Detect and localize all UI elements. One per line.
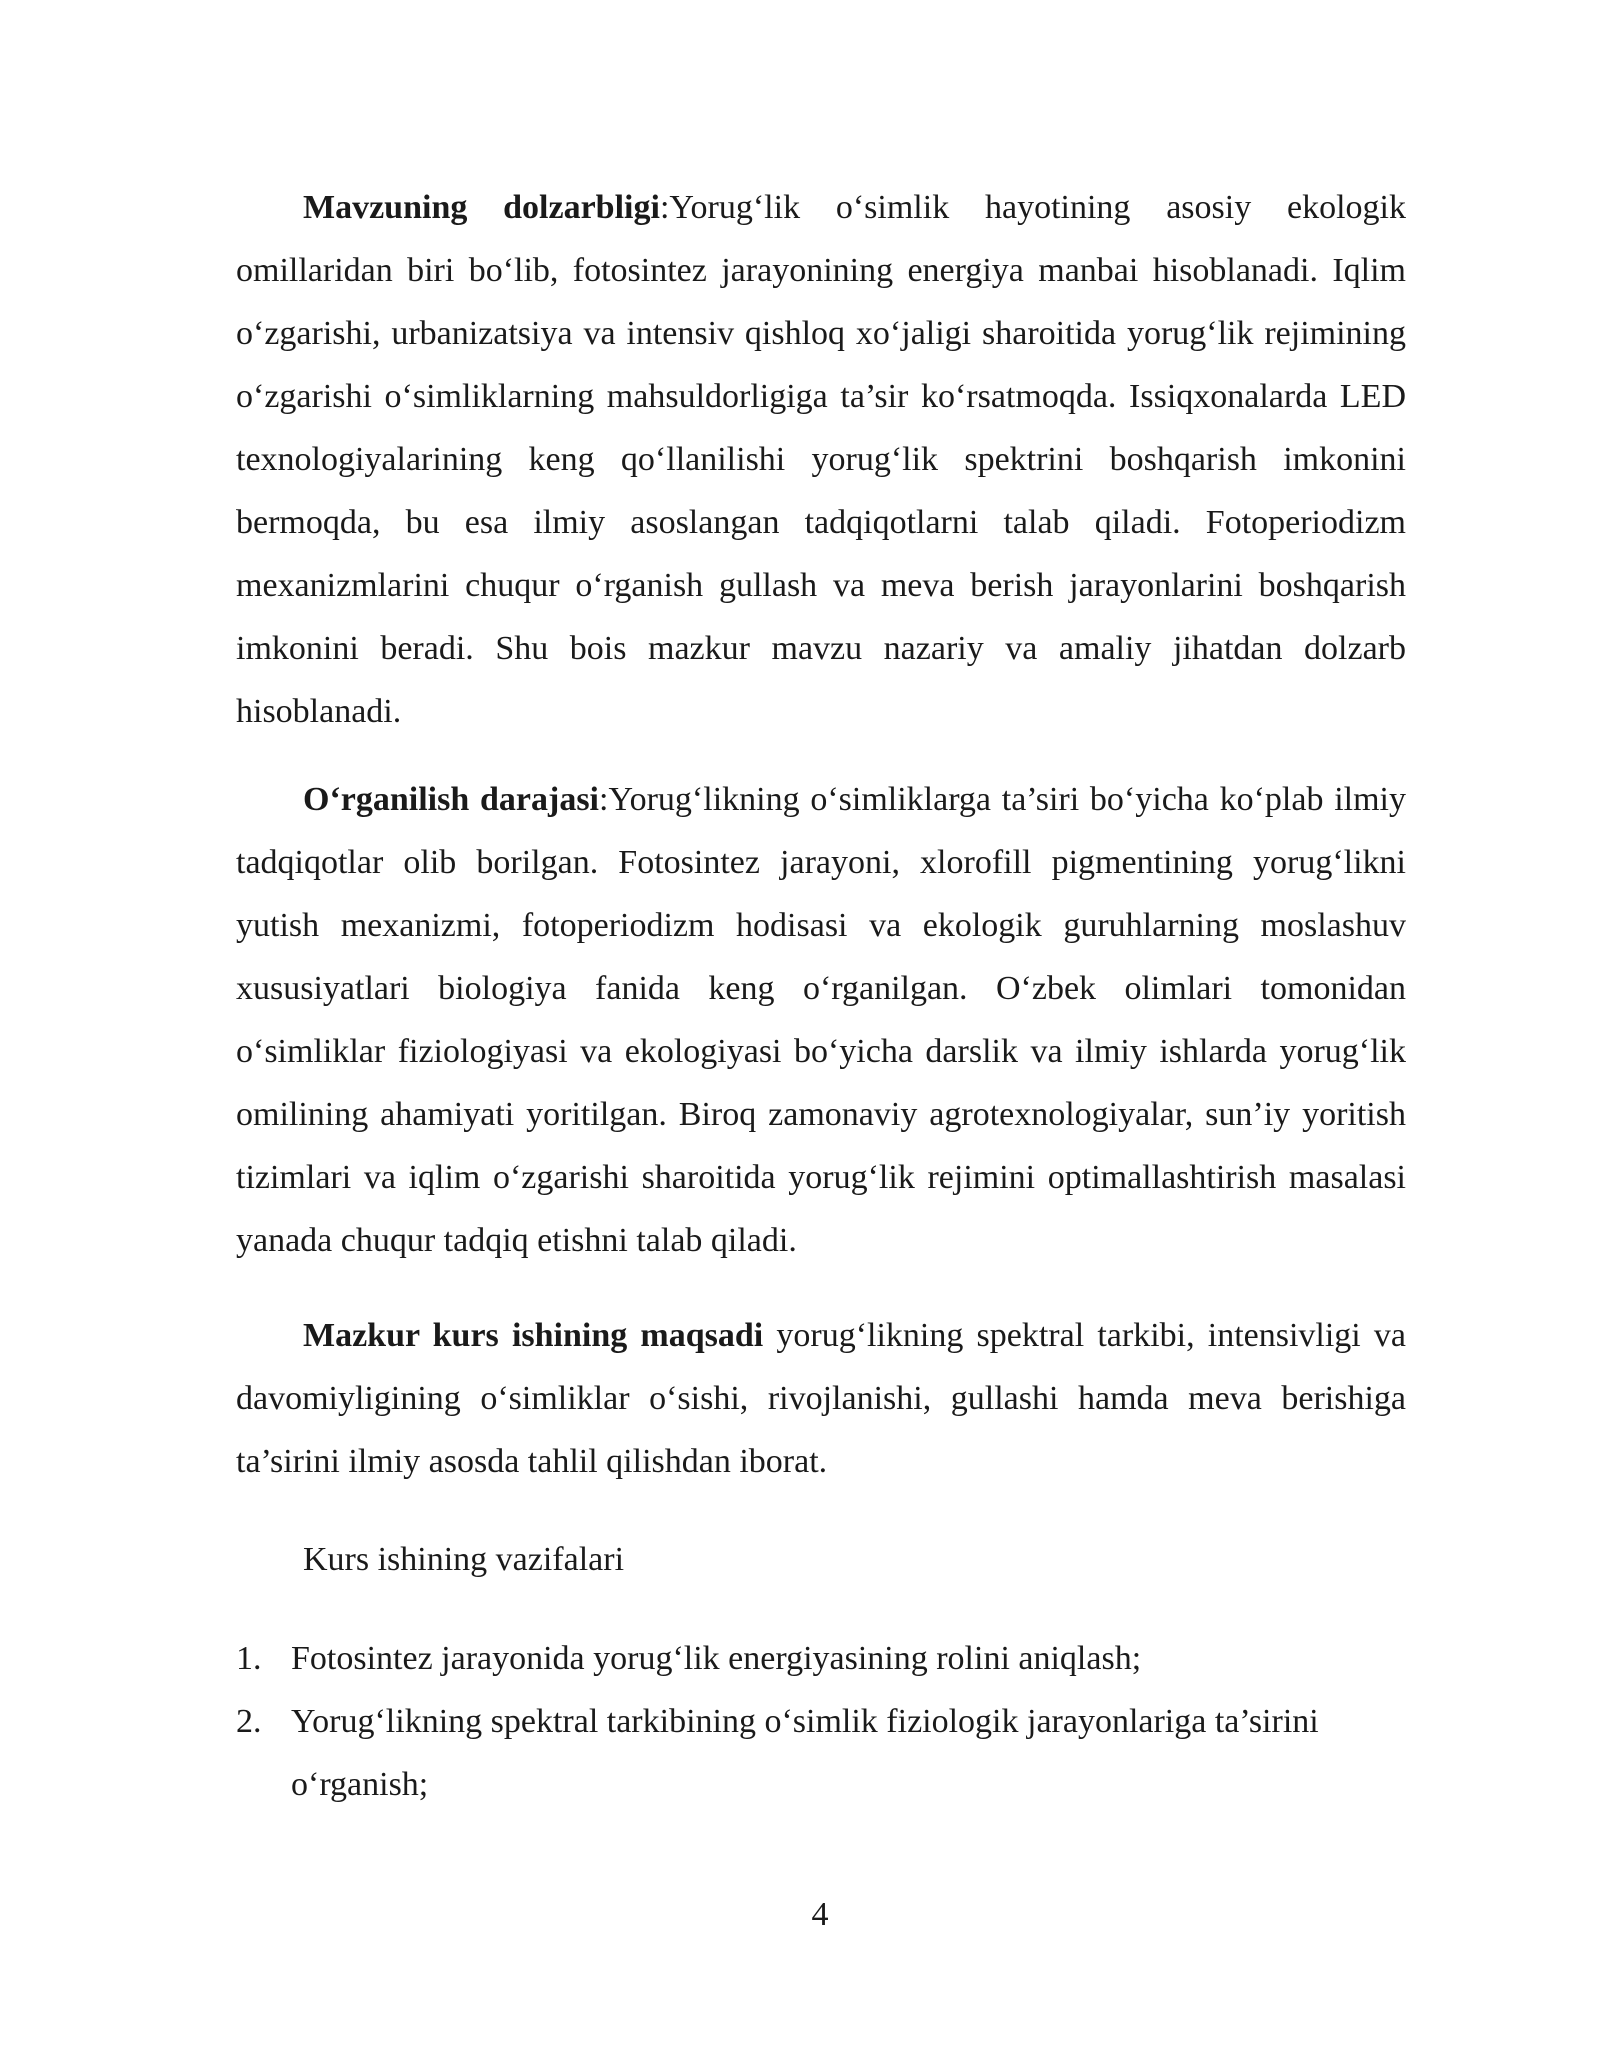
page-number: 4 — [811, 1896, 829, 1933]
page-content — [236, 176, 1406, 1816]
list-item-text: Yorug‘likning spektral tarkibining o‘simlik fiziologik jarayonlariga ta’sirini o‘rganish; — [291, 1703, 1319, 1803]
paragraph-lead: Mazkur kurs ishining maqsadi — [303, 1317, 764, 1354]
task-list — [236, 1627, 1406, 1816]
paragraph-text: :Yorug‘lik o‘simlik hayotining asosiy ekologik omillaridan biri bo‘lib, fotosintez jarayonining energiya manbai hisoblanadi. Iqlim o‘zgarishi, urbanizatsiya va intensiv qishloq xo‘jaligi sharoitida yorug‘lik rejimining o‘zgarishi o‘simliklarning mahsuldorligiga ta’sir ko‘rsatmoqda. Issiqxonalarda LED texnologiyalarining keng qo‘llanilishi yorug‘lik spektrini boshqarish imkonini bermoqda, bu esa ilmiy asoslangan tadqiqotlarni talab qiladi. Fotoperiodizm mexanizmlarini chuqur o‘rganish gullash va meva berish jarayonlarini boshqarish imkonini beradi. Shu bois mazkur mavzu nazariy va amaliy jihatdan dolzarb hisoblanadi. — [236, 189, 1406, 730]
list-item-number: 1. — [236, 1640, 262, 1677]
list-item — [236, 1627, 1406, 1690]
list-item-number: 2. — [236, 1703, 262, 1740]
list-item — [236, 1690, 1406, 1816]
paragraph-goal — [236, 1304, 1406, 1493]
tasks-heading: Kurs ishining vazifalari — [303, 1541, 625, 1578]
paragraph-lead: O‘rganilish darajasi — [303, 781, 599, 818]
paragraph-lead: Mavzuning dolzarbligi — [303, 189, 660, 226]
paragraph-text: :Yorug‘likning o‘simliklarga ta’siri bo‘yicha ko‘plab ilmiy tadqiqotlar olib borilgan. Fotosintez jarayoni, xlorofill pigmentining yorug‘likni yutish mexanizmi, fotoperiodizm hodisasi va ekologik guruhlarning moslashuv xususiyatlari biologiya fanida keng o‘rganilgan. O‘zbek olimlari tomonidan o‘simliklar fiziologiyasi va ekologiyasi bo‘yicha darslik va ilmiy ishlarda yorug‘lik omilining ahamiyati yoritilgan. Biroq zamonaviy agrotexnologiyalar, sun’iy yoritish tizimlari va iqlim o‘zgarishi sharoitida yorug‘lik rejimini optimallashtirish masalasi yanada chuqur tadqiq etishni talab qiladi. — [236, 781, 1407, 1259]
paragraph-study-level — [236, 768, 1406, 1272]
list-item-text: Fotosintez jarayonida yorug‘lik energiyasining rolini aniqlash; — [291, 1640, 1142, 1677]
paragraph-relevance — [236, 176, 1406, 743]
paragraph-text: yorug‘likning spektral tarkibi, intensivligi va davomiyligining o‘simliklar o‘sishi, rivojlanishi, gullashi hamda meva berishiga ta’sirini ilmiy asosda tahlil qilishdan iborat. — [236, 1317, 1406, 1480]
